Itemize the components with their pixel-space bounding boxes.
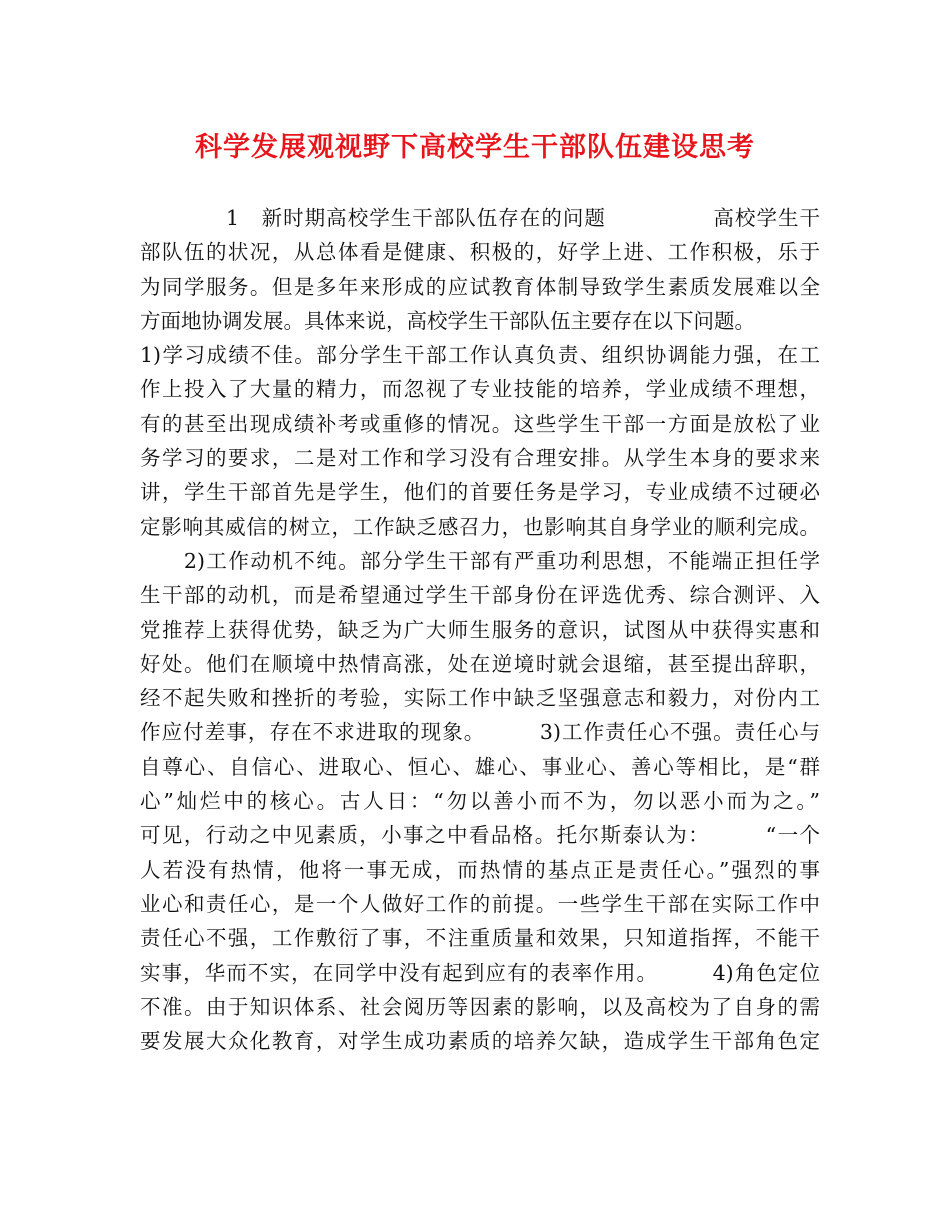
- body-line: 可见，行动之中见素质，小事之中看品格。托尔斯泰认为： “一个: [140, 823, 820, 848]
- body-line: 作上投入了大量的精力，而忽视了专业技能的培养，学业成绩不理想，: [140, 377, 820, 402]
- body-line: 心”灿烂中的核心。古人日：“勿以善小而不为，勿以恶小而为之。”: [140, 789, 820, 814]
- body-line: 生干部的动机，而是希望通过学生干部身份在评选优秀、综合测评、入: [140, 583, 820, 608]
- body-line: 党推荐上获得优势，缺乏为广大师生服务的意识，试图从中获得实惠和: [140, 617, 820, 642]
- body-line: 讲，学生干部首先是学生，他们的首要任务是学习，专业成绩不过硬必: [140, 480, 820, 505]
- body-line: 责任心不强，工作敷衍了事，不注重质量和效果，只知道指挥，不能干: [140, 926, 820, 951]
- body-line: 人若没有热情，他将一事无成，而热情的基点正是责任心。”强烈的事: [140, 857, 820, 882]
- body-line: 自尊心、自信心、进取心、恒心、雄心、事业心、善心等相比，是“群: [140, 754, 820, 779]
- body-line: 1)学习成绩不佳。部分学生干部工作认真负责、组织协调能力强，在工: [140, 343, 820, 368]
- body-line: 要发展大众化教育，对学生成功素质的培养欠缺，造成学生干部角色定: [140, 1029, 820, 1054]
- body-line: 业心和责任心，是一个人做好工作的前提。一些学生干部在实际工作中: [140, 891, 820, 916]
- body-line: 不准。由于知识体系、社会阅历等因素的影响，以及高校为了自身的需: [140, 994, 820, 1019]
- body-line: 有的甚至出现成绩补考或重修的情况。这些学生干部一方面是放松了业: [140, 411, 820, 436]
- document-body: [140, 201, 820, 1058]
- body-line: 部队伍的状况，从总体看是健康、积极的，好学上进、工作积极，乐于: [140, 240, 820, 265]
- body-line: 2)工作动机不纯。部分学生干部有严重功利思想，不能端正担任学: [140, 548, 820, 573]
- document-title: 科学发展观视野下高校学生干部队伍建设思考: [195, 132, 755, 163]
- body-line: 方面地协调发展。具体来说，高校学生干部队伍主要存在以下问题。: [140, 308, 755, 333]
- body-line: 经不起失败和挫折的考验，实际工作中缺乏坚强意志和毅力，对份内工: [140, 686, 820, 711]
- body-line: 作应付差事，存在不求进取的现象。 3)工作责任心不强。责任心与: [140, 720, 820, 745]
- body-line: 实事，华而不实，在同学中没有起到应有的表率作用。 4)角色定位: [140, 960, 820, 985]
- body-line: 务学习的要求，二是对工作和学习没有合理安排。从学生本身的要求来: [140, 446, 820, 471]
- body-line: 1 新时期高校学生干部队伍存在的问题 高校学生干: [140, 206, 820, 230]
- body-line: 好处。他们在顺境中热情高涨，处在逆境时就会退缩，甚至提出辞职，: [140, 651, 820, 676]
- body-line: 定影响其威信的树立，工作缺乏感召力，也影响其自身学业的顺利完成。: [140, 514, 820, 539]
- body-line: 为同学服务。但是多年来形成的应试教育体制导致学生素质发展难以全: [140, 274, 820, 299]
